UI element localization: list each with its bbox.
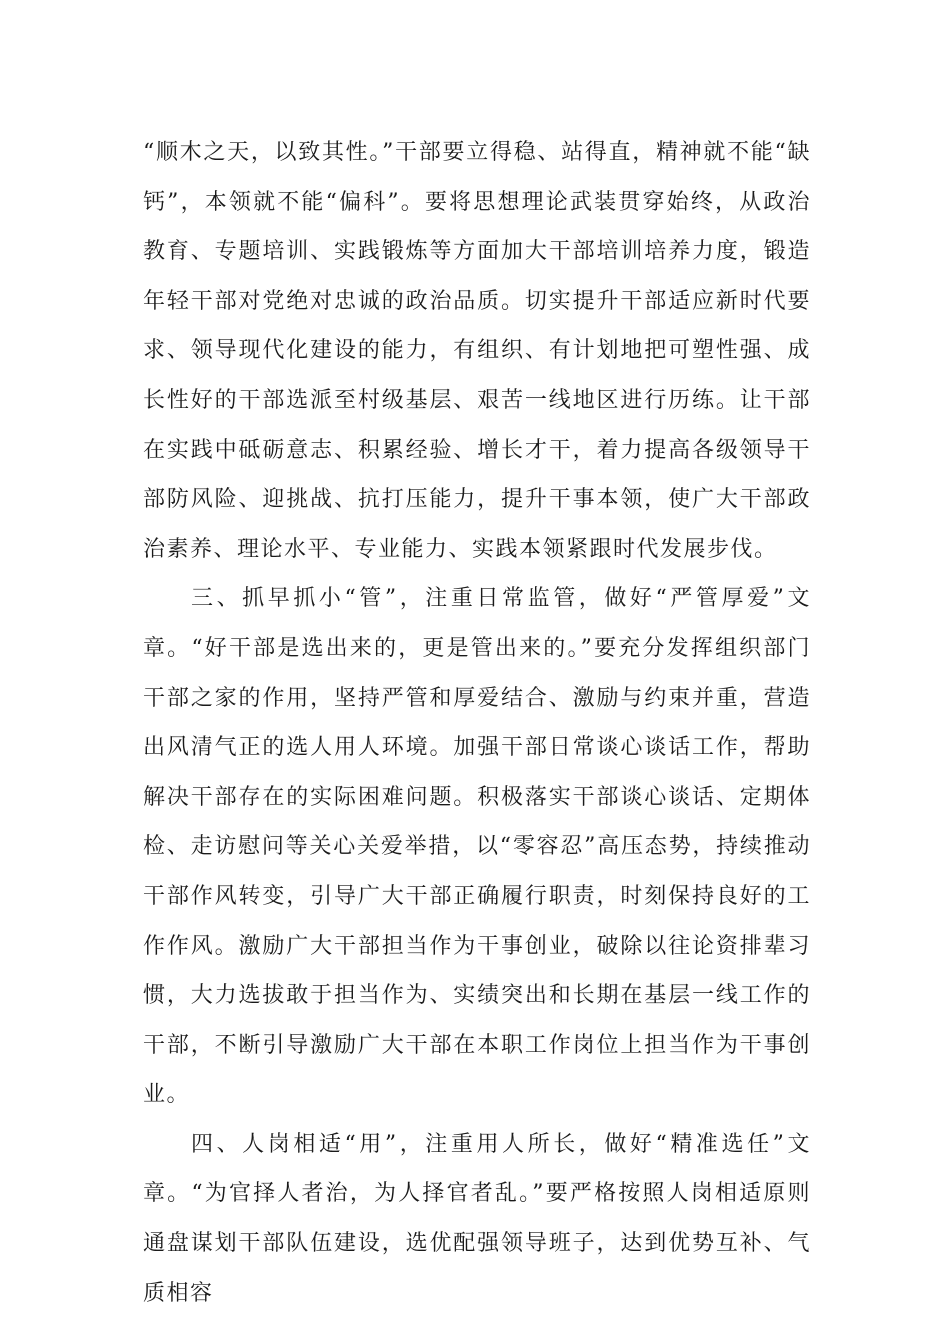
- paragraph-continuation: “顺木之天，以致其性。”干部要立得稳、站得直，精神就不能“缺钙”，本领就不能“偏科”。要将思想理论武装贯穿始终，从政治教育、专题培训、实践锻炼等方面加大干部培训培养力度，锻造年轻干部对党绝对忠诚的政治品质。切实提升干部适应新时代要求、领导现代化建设的能力，有组织、有计划地把可塑性强、成长性好的干部选派至村级基层、艰苦一线地区进行历练。让干部在实践中砥砺意志、积累经验、增长才干，着力提高各级领导干部防风险、迎挑战、抗打压能力，提升干事本领，使广大干部政治素养、理论水平、专业能力、实践本领紧跟时代发展步伐。: [143, 140, 811, 562]
- paragraph-section-four: 四、人岗相适“用”，注重用人所长，做好“精准选任”文章。“为官择人者治，为人择官者乱。”要严格按照人岗相适原则通盘谋划干部队伍建设，选优配强领导班子，达到优势互补、气质相容: [143, 1131, 811, 1306]
- paragraph-section-three: 三、抓早抓小“管”，注重日常监管，做好“严管厚爱”文章。“好干部是选出来的，更是管出来的。”要充分发挥组织部门干部之家的作用，坚持严管和厚爱结合、激励与约束并重，营造出风清气正的选人用人环境。加强干部日常谈心谈话工作，帮助解决干部存在的实际困难问题。积极落实干部谈心谈话、定期体检、走访慰问等关心关爱举措，以“零容忍”高压态势，持续推动干部作风转变，引导广大干部正确履行职责，时刻保持良好的工作作风。激励广大干部担当作为干事创业，破除以往论资排辈习惯，大力选拔敢于担当作为、实绩突出和长期在基层一线工作的干部，不断引导激励广大干部在本职工作岗位上担当作为干事创业。: [143, 586, 811, 1108]
- document-body: [143, 128, 811, 1318]
